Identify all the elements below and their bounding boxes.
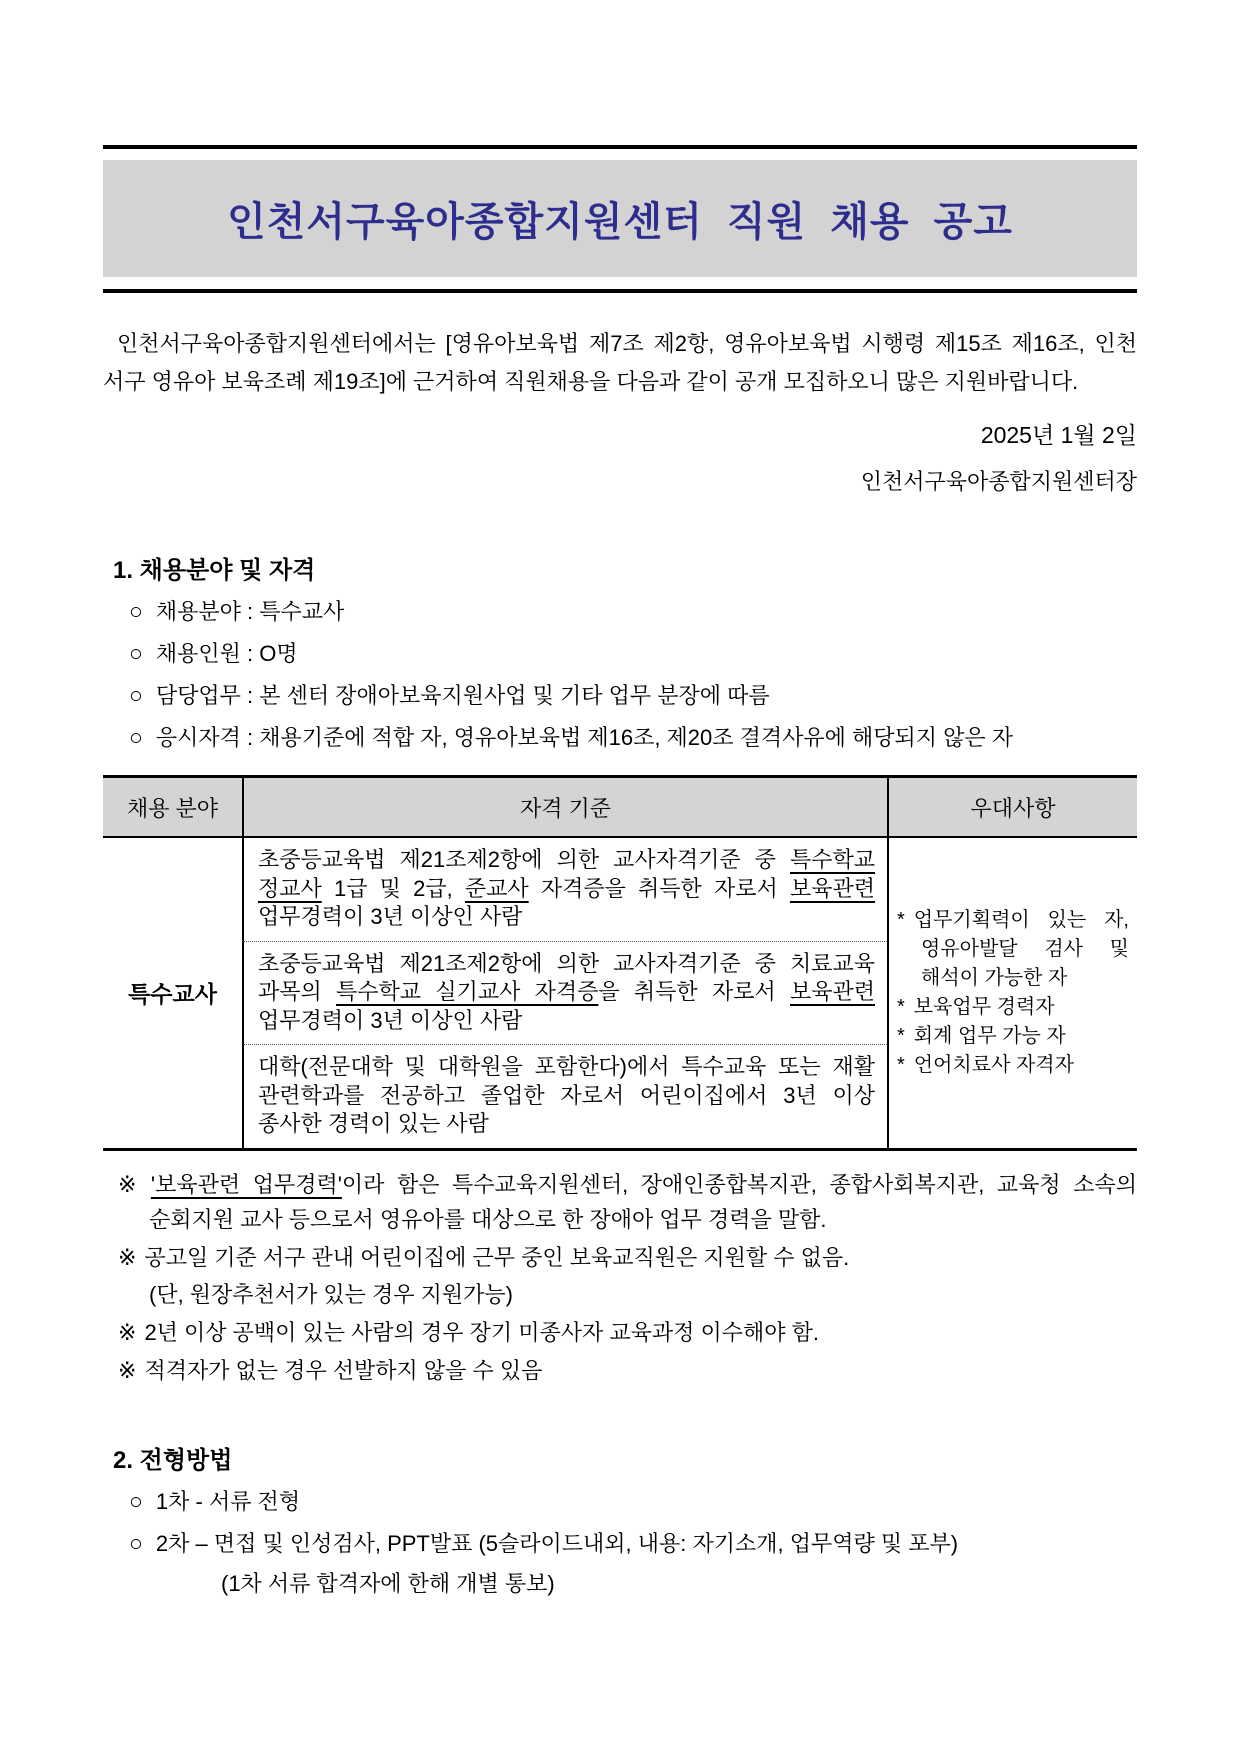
banner-bottom-divider [103,289,1137,293]
bullet-round-2-text: 2차 – 면접 및 인성검사, PPT발표 (5슬라이드내외, 내용: 자기소개, 업무역량 및 포부) [155,1530,959,1556]
table-header-row [103,777,1137,838]
reference-mark-icon: ※ [118,1357,137,1383]
bullet-hiring-field [103,596,1137,627]
note-item-2-subtext: (단, 원장추천서가 있는 경우 지원가능) [149,1281,513,1307]
bullet-eligibility-text: 응시자격 : 채용기준에 적합 자, 영유아보육법 제16조, 제20조 결격사유에 해당되지 않은 자 [155,725,1013,750]
section-2-heading: 2. 전형방법 [113,1446,233,1474]
note-item-3 [103,1315,1137,1350]
document-content [103,145,1137,1599]
note-item-1 [103,1167,1137,1237]
bullet-round-2 [103,1528,1137,1559]
circle-bullet-icon: ○ [129,1529,143,1556]
asterisk-marker: * [897,1024,905,1047]
preference-item-3-text: 회계 업무 가능 자 [913,1024,1066,1047]
col-header-field: 채용 분야 [103,777,243,838]
circle-bullet-icon: ○ [129,640,143,666]
field-cell: 특수교사 [128,981,217,1008]
intro-paragraph: 인천서구육아종합지원센터에서는 [영유아보육법 제7조 제2항, 영유아보육법 시행령 제15조 제16조, 인천 서구 영유아 보육조례 제19조]에 근거하여 직원채용을 다음과 같이 공개 모집하오니 많은 지원바랍니다. [103,331,1137,394]
reference-mark-icon: ※ [118,1244,137,1270]
bullet-duties-text: 담당업무 : 본 센터 장애아보육지원사업 및 기타 업무 분장에 따름 [155,683,770,708]
preference-item-4 [897,1051,1129,1080]
asterisk-marker: * [897,1053,905,1076]
note-item-1-text: '보육관련 업무경력'이라 함은 특수교육지원센터, 장애인종합복지관, 종합사회복지관, 교육청 소속의 순회지원 교사 등으로서 영유아를 대상으로 한 장애아 업무 경력을 말함. [149,1171,1138,1232]
bullet-round-1-text: 1차 - 서류 전형 [155,1488,301,1514]
table-body-row [103,837,1137,1149]
preference-item-1 [897,906,1129,993]
bullet-hiring-count [103,638,1137,669]
bullet-eligibility [103,722,1137,753]
reference-mark-icon: ※ [118,1171,143,1197]
bullet-round-1 [103,1486,1137,1517]
circle-bullet-icon: ○ [129,598,143,624]
preference-item-4-text: 언어치료사 자격자 [913,1053,1074,1076]
recruitment-table [103,775,1137,1151]
circle-bullet-icon: ○ [129,1487,143,1514]
criteria-row-2: 초중등교육법 제21조제2항에 의한 교사자격기준 중 치료교육 과목의 특수학교 실기교사 자격증을 취득한 자로서 보육관련 업무경력이 3년 이상인 사람 [244,942,887,1046]
preference-item-2 [897,993,1129,1022]
col-header-preference: 우대사항 [888,777,1137,838]
top-divider [103,145,1137,149]
reference-mark-icon: ※ [118,1319,137,1345]
bullet-hiring-field-text: 채용분야 : 특수교사 [155,599,345,624]
bullet-round-2-subtext: (1차 서류 합격자에 한해 개별 통보) [221,1570,555,1596]
announcement-date: 2025년 1월 2일 [980,422,1137,448]
note-item-3-text: 2년 이상 공백이 있는 사람의 경우 장기 미종사자 교육과정 이수해야 함. [144,1319,819,1345]
circle-bullet-icon: ○ [129,682,143,708]
preference-item-3 [897,1022,1129,1051]
notes-section [103,1167,1137,1388]
preference-cell [888,837,1137,1149]
preference-item-1-text: 업무기획력이 있는 자, 영유아발달 검사 및 해석이 가능한 자 [913,908,1129,989]
criteria-cell [243,837,888,1149]
note-item-2 [103,1240,1137,1275]
bullet-duties [103,680,1137,711]
criteria-row-3: 대학(전문대학 및 대학원을 포함한다)에서 특수교육 또는 재활 관련학과를 전공하고 졸업한 자로서 어린이집에서 3년 이상 종사한 경력이 있는 사람 [258,1054,875,1136]
col-header-criteria: 자격 기준 [243,777,888,838]
section-1-heading: 1. 채용분야 및 자격 [113,557,316,584]
note-item-4-text: 적격자가 없는 경우 선발하지 않을 수 있음 [144,1357,543,1383]
asterisk-marker: * [897,908,905,931]
asterisk-marker: * [897,995,905,1018]
title-banner [103,160,1137,277]
signer-title: 인천서구육아종합지원센터장 [860,469,1137,494]
document-title: 인천서구육아종합지원센터 직원 채용 공고 [227,200,1013,244]
bullet-hiring-count-text: 채용인원 : O명 [155,641,298,666]
preference-item-2-text: 보육업무 경력자 [913,995,1055,1018]
note-item-4 [103,1353,1137,1388]
note-item-2-text: 공고일 기준 서구 관내 어린이집에 근무 중인 보육교직원은 지원할 수 없음. [144,1244,850,1270]
circle-bullet-icon: ○ [129,724,143,750]
criteria-row-1: 초중등교육법 제21조제2항에 의한 교사자격기준 중 특수학교 정교사 1급 및 2급, 준교사 자격증을 취득한 자로서 보육관련 업무경력이 3년 이상인 사람 [244,838,887,942]
